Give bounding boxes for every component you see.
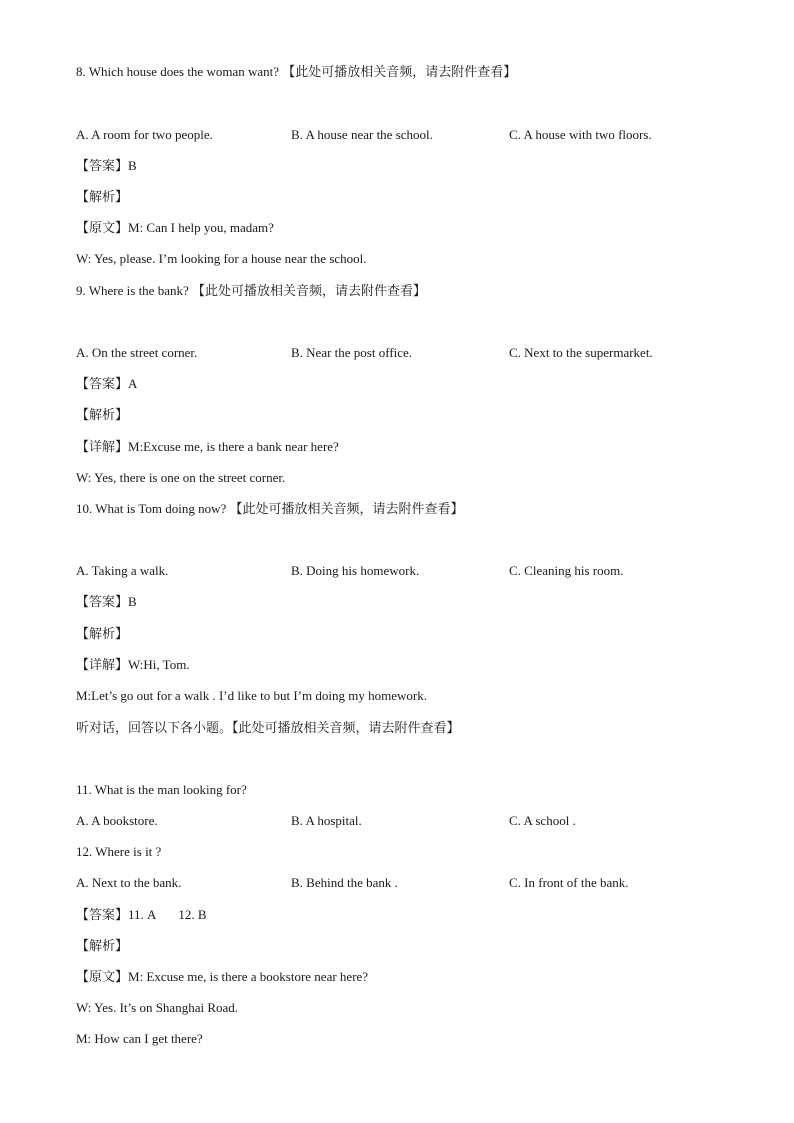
question-8: 8. Which house does the woman want? 【此处可播放相关音频，请去附件查看】 xyxy=(76,64,517,79)
q9-option-a: A. On the street corner. xyxy=(76,345,198,360)
q12-option-a: A. Next to the bank. xyxy=(76,875,182,890)
q10-dialog-line: M:Let’s go out for a walk . I’d like to but I’m doing my homework. xyxy=(76,688,427,703)
answer-11: 11. A xyxy=(128,907,157,922)
q11-12-dialog-line-2: W: Yes. It’s on Shanghai Road. xyxy=(76,1000,239,1015)
q8-option-a: A. A room for two people. xyxy=(76,127,213,142)
q9-answer: 【答案】A xyxy=(76,376,138,391)
q10-analysis-label: 【解析】 xyxy=(76,626,129,641)
q10-detail xyxy=(76,657,190,673)
q11-12-analysis-label: 【解析】 xyxy=(76,938,129,953)
q8-option-b: B. A house near the school. xyxy=(291,127,433,142)
original-label: 【原文】 xyxy=(76,969,129,984)
q11-12-original xyxy=(76,969,368,985)
original-label: 【原文】 xyxy=(76,220,129,235)
q11-12-answer xyxy=(76,907,207,923)
section-instruction: 听对话，回答以下各小题。【此处可播放相关音频，请去附件查看】 xyxy=(76,720,460,735)
q12-option-b: B. Behind the bank . xyxy=(291,875,398,890)
detail-label: 【详解】 xyxy=(76,439,129,454)
q9-option-c: C. Next to the supermarket. xyxy=(509,345,653,360)
question-11: 11. What is the man looking for? xyxy=(76,782,247,797)
question-10: 10. What is Tom doing now? 【此处可播放相关音频，请去附件查看】 xyxy=(76,501,464,516)
question-12: 12. Where is it ? xyxy=(76,844,162,859)
q11-option-b: B. A hospital. xyxy=(291,813,362,828)
q8-answer: 【答案】B xyxy=(76,158,137,173)
detail-text: W:Hi, Tom. xyxy=(128,657,190,672)
q11-option-a: A. A bookstore. xyxy=(76,813,158,828)
q11-12-dialog-line-3: M: How can I get there? xyxy=(76,1031,203,1046)
q9-option-b: B. Near the post office. xyxy=(291,345,413,360)
q8-dialog-line: W: Yes, please. I’m looking for a house near the school. xyxy=(76,251,367,266)
q10-option-a: A. Taking a walk. xyxy=(76,563,169,578)
answer-label: 【答案】 xyxy=(76,907,129,922)
original-text: M: Excuse me, is there a bookstore near here? xyxy=(128,969,369,984)
question-9: 9. Where is the bank? 【此处可播放相关音频，请去附件查看】 xyxy=(76,283,426,298)
q10-option-b: B. Doing his homework. xyxy=(291,563,420,578)
q8-option-c: C. A house with two floors. xyxy=(509,127,652,142)
q10-answer: 【答案】B xyxy=(76,594,137,609)
q10-option-c: C. Cleaning his room. xyxy=(509,563,624,578)
q12-option-c: C. In front of the bank. xyxy=(509,875,629,890)
detail-label: 【详解】 xyxy=(76,657,129,672)
detail-text: M:Excuse me, is there a bank near here? xyxy=(128,439,339,454)
q11-option-c: C. A school . xyxy=(509,813,576,828)
q9-analysis-label: 【解析】 xyxy=(76,407,129,422)
answer-12: 12. B xyxy=(178,907,207,922)
q9-dialog-line: W: Yes, there is one on the street corner. xyxy=(76,470,286,485)
q8-analysis-label: 【解析】 xyxy=(76,189,129,204)
q9-detail xyxy=(76,439,339,455)
q8-original xyxy=(76,220,274,236)
original-text: M: Can I help you, madam? xyxy=(128,220,274,235)
